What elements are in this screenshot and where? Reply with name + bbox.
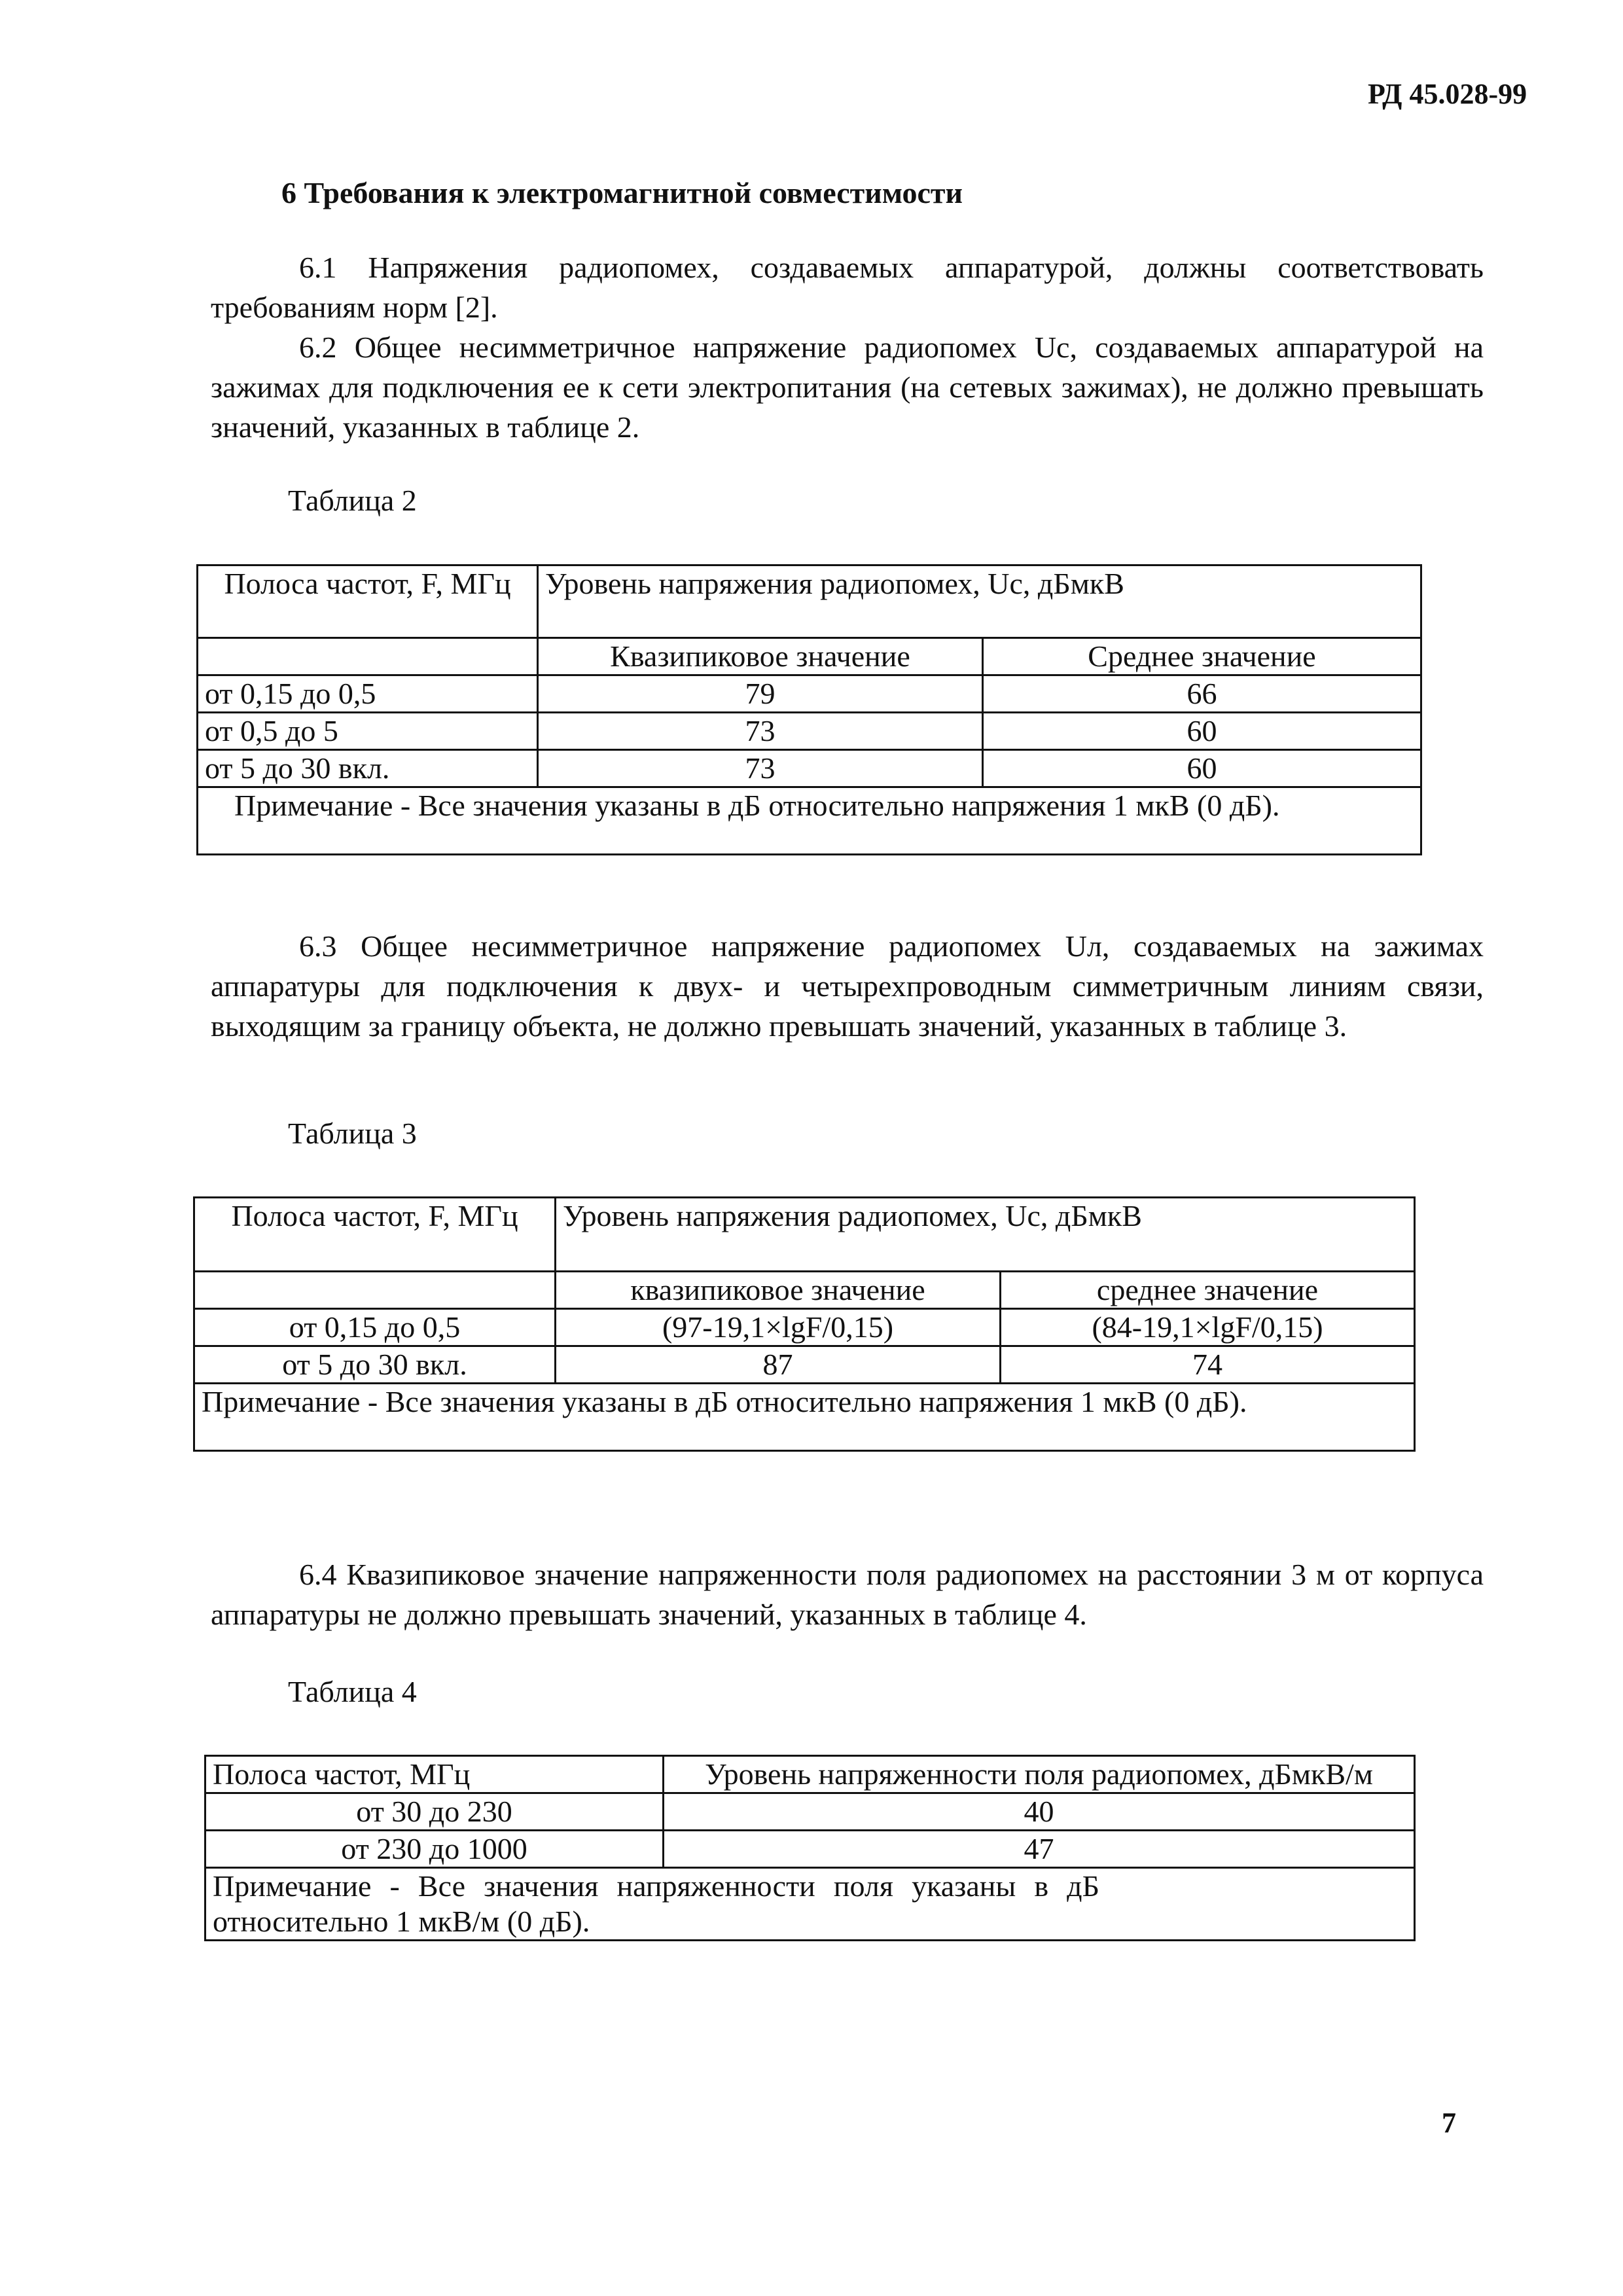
table-note: Примечание - Все значения указаны в дБ относительно напряжения 1 мкВ (0 дБ). [198,787,1421,855]
table-note-row [194,1384,1415,1451]
table4-caption: Таблица 4 [288,1675,417,1708]
document-code: РД 45.028-99 [1368,78,1527,110]
table-3 [193,1196,1416,1452]
band-cell: от 0,15 до 0,5 [194,1309,556,1346]
quasi-cell: 87 [556,1346,1001,1384]
col-header-level: Уровень напряжения радиопомех, Uc, дБмкВ [556,1198,1415,1272]
table3-caption: Таблица 3 [288,1117,417,1150]
table-header-row [198,565,1421,638]
band-cell: от 0,5 до 5 [198,713,538,750]
value-cell: 40 [664,1793,1415,1831]
sub-header-quasi: квазипиковое значение [556,1272,1001,1309]
band-cell: от 0,15 до 0,5 [198,675,538,713]
section-title: 6 Требования к электромагнитной совместимости [281,176,963,209]
table-4 [204,1755,1416,1941]
sub-header-quasi: Квазипиковое значение [538,638,983,675]
band-cell: от 30 до 230 [205,1793,664,1831]
table-row [194,1309,1415,1346]
paragraph-6-2: 6.2 Общее несимметричное напряжение радиопомех Uс, создаваемых аппаратурой на зажимах для подключения ее к сети электропитания (на сетевых зажимах), не должно превышать значений, указанных в таблице 2. [211,331,1484,444]
empty-cell [194,1272,556,1309]
table-row [194,1346,1415,1384]
col-header-level: Уровень напряженности поля радиопомех, дБмкВ/м [664,1756,1415,1793]
table-header-row [205,1756,1415,1793]
band-cell: от 230 до 1000 [205,1831,664,1868]
average-cell: 66 [983,675,1421,713]
table2-caption: Таблица 2 [288,484,417,517]
table-row [198,750,1421,787]
quasi-cell: (97-19,1×lgF/0,15) [556,1309,1001,1346]
table-row [198,713,1421,750]
table-note: Примечание - Все значения указаны в дБ относительно напряжения 1 мкВ (0 дБ). [194,1384,1415,1451]
quasi-cell: 79 [538,675,983,713]
table-note-row [205,1868,1415,1941]
paragraph-6-3: 6.3 Общее несимметричное напряжение радиопомех Uл, создаваемых на зажимах аппаратуры для подключения к двух- и четырехпроводным симметричным линиям связи, выходящим за границу объекта, не должно превышать значений, указанных в таблице 3. [211,929,1484,1043]
table-subheader-row [198,638,1421,675]
average-cell: (84-19,1×lgF/0,15) [1001,1309,1415,1346]
quasi-cell: 73 [538,750,983,787]
average-cell: 74 [1001,1346,1415,1384]
table-row [205,1831,1415,1868]
page-number: 7 [1442,2107,1456,2139]
sub-header-average: Среднее значение [983,638,1421,675]
empty-cell [198,638,538,675]
table-header-row [194,1198,1415,1272]
sub-header-average: среднее значение [1001,1272,1415,1309]
paragraph-6-4: 6.4 Квазипиковое значение напряженности поля радиопомех на расстоянии 3 м от корпуса аппаратуры не должно превышать значений, указанных в таблице 4. [211,1558,1484,1631]
table-row [198,675,1421,713]
band-cell: от 5 до 30 вкл. [198,750,538,787]
col-header-band: Полоса частот, F, МГц [194,1198,556,1272]
average-cell: 60 [983,750,1421,787]
table-row [205,1793,1415,1831]
col-header-band: Полоса частот, МГц [205,1756,664,1793]
table-subheader-row [194,1272,1415,1309]
quasi-cell: 73 [538,713,983,750]
table-note-row [198,787,1421,855]
table-2 [196,564,1422,855]
col-header-level: Уровень напряжения радиопомех, Uc, дБмкВ [538,565,1421,638]
paragraph-6-1: 6.1 Напряжения радиопомех, создаваемых аппаратурой, должны соответствовать требованиям норм [2]. [211,251,1484,324]
table-note: Примечание - Все значения напряженности поля указаны в дБ относительно 1 мкВ/м (0 дБ). [205,1868,1415,1941]
average-cell: 60 [983,713,1421,750]
col-header-band: Полоса частот, F, МГц [198,565,538,638]
band-cell: от 5 до 30 вкл. [194,1346,556,1384]
value-cell: 47 [664,1831,1415,1868]
